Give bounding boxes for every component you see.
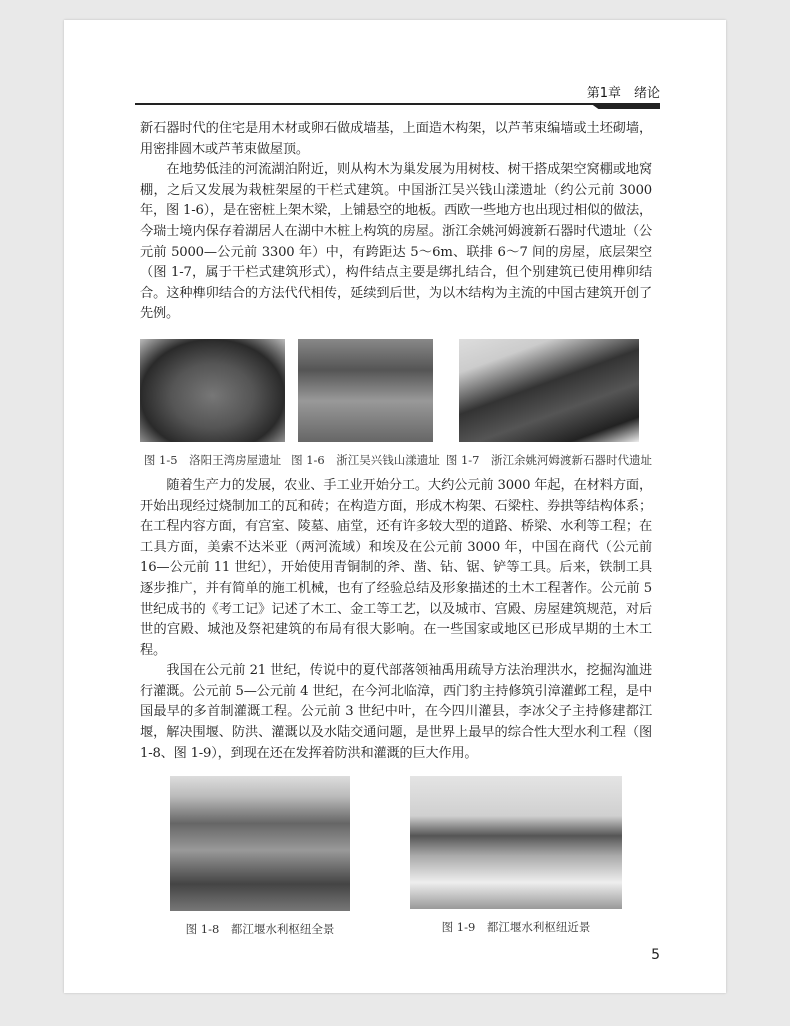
- figure-row-2: [140, 776, 652, 937]
- paragraph: 我国在公元前 21 世纪，传说中的夏代部落领袖禹用疏导方法治理洪水，挖掘沟洫进行灌溉。公元前 5—公元前 4 世纪，在今河北临漳，西门豹主持修筑引漳灌邺工程，是中国最早的多首制灌溉工程。公元前 3 世纪中叶，在今四川灌县，李冰父子主持修建都江堰，解决围堰、防洪、灌溉以及水陆交通问题，是世界上最早的综合性大型水利工程（图 1-8、图 1-9），到现在还在发挥着防洪和灌溉的巨大作用。: [140, 663, 652, 761]
- figure-1-6: [291, 339, 440, 468]
- header-area: [140, 82, 660, 103]
- figure-caption: 图 1-9 都江堰水利枢纽近景: [441, 920, 591, 935]
- figure-1-9: [410, 776, 622, 937]
- header-rule: [135, 103, 660, 105]
- figure-caption: 图 1-5 洛阳王湾房屋遗址: [143, 452, 282, 467]
- text-block-top: [140, 119, 652, 325]
- figure-1-8: [170, 776, 350, 937]
- paragraph: 新石器时代的住宅是用木材或卵石做成墙基，上面造木构架，以芦苇束编墙或土坯砌墙，用密排圆木或芦苇束做屋顶。: [140, 121, 652, 157]
- figure-1-7-photo: [459, 339, 639, 442]
- figure-row-1: [140, 339, 652, 468]
- page-number: 5: [651, 947, 660, 964]
- figure-1-6-photo: [298, 339, 433, 442]
- paragraph: 随着生产力的发展，农业、手工业开始分工。大约公元前 3000 年起，在材料方面，开始出现经过烧制加工的瓦和砖；在构造方面，形成木构架、石梁柱、券拱等结构体系；在工程内容方面，有宫室、陵墓、庙堂，还有许多较大型的道路、桥梁、水利等工程；在工具方面，美索不达米亚（两河流域）和埃及在公元前 3000 年，中国在商代（公元前 16—公元前 11 世纪），开始使用青铜制的斧、凿、钻、锯、铲等工具。后来，铁制工具逐步推广，并有简单的施工机械，也有了经验总结及形象描述的土木工程著作。公元前 5 世纪成书的《考工记》记述了木工、金工等工艺，以及城市、宫殿、房屋建筑规范，对后世的宫殿、城池及祭祀建筑的布局有很大影响。在一些国家或地区已形成早期的土木工程。: [140, 477, 652, 658]
- header-rule-wedge: [590, 103, 660, 109]
- figure-1-7: [446, 339, 652, 468]
- figure-caption: 图 1-6 浙江吴兴钱山漾遗址: [291, 452, 440, 467]
- figure-1-8-photo: [170, 776, 350, 911]
- figure-1-9-photo: [410, 776, 622, 909]
- paragraph: 在地势低洼的河流湖泊附近，则从构木为巢发展为用树枝、树干搭成架空窝棚或地窝棚，之后又发展为栽桩架屋的干栏式建筑。中国浙江吴兴钱山漾遗址（约公元前 3000 年，图 1-6），是在密桩上架木梁，上铺悬空的地板。西欧一些地方也出现过相似的做法，今瑞士境内保存着湖居人在湖中木桩上构筑的房屋。浙江余姚河姆渡新石器时代遗址（公元前 5000—公元前 3300 年）中，有跨距达 5～6m、联排 6～7 间的房屋，底层架空（图 1-7，属于干栏式建筑形式），构件结点主要是绑扎结合，但个别建筑已使用榫卯结合。这种榫卯结合的方法代代相传，延续到后世，为以木结构为主流的中国古建筑开创了先例。: [140, 162, 652, 322]
- page: [64, 20, 726, 993]
- text-block-mid: [140, 476, 652, 764]
- running-header: 第1章 绪论: [586, 86, 660, 101]
- figure-1-5-photo: [140, 339, 285, 442]
- figure-caption: 图 1-8 都江堰水利枢纽全景: [185, 922, 335, 937]
- figure-1-5: [140, 339, 285, 468]
- figure-caption: 图 1-7 浙江余姚河姆渡新石器时代遗址: [445, 452, 652, 467]
